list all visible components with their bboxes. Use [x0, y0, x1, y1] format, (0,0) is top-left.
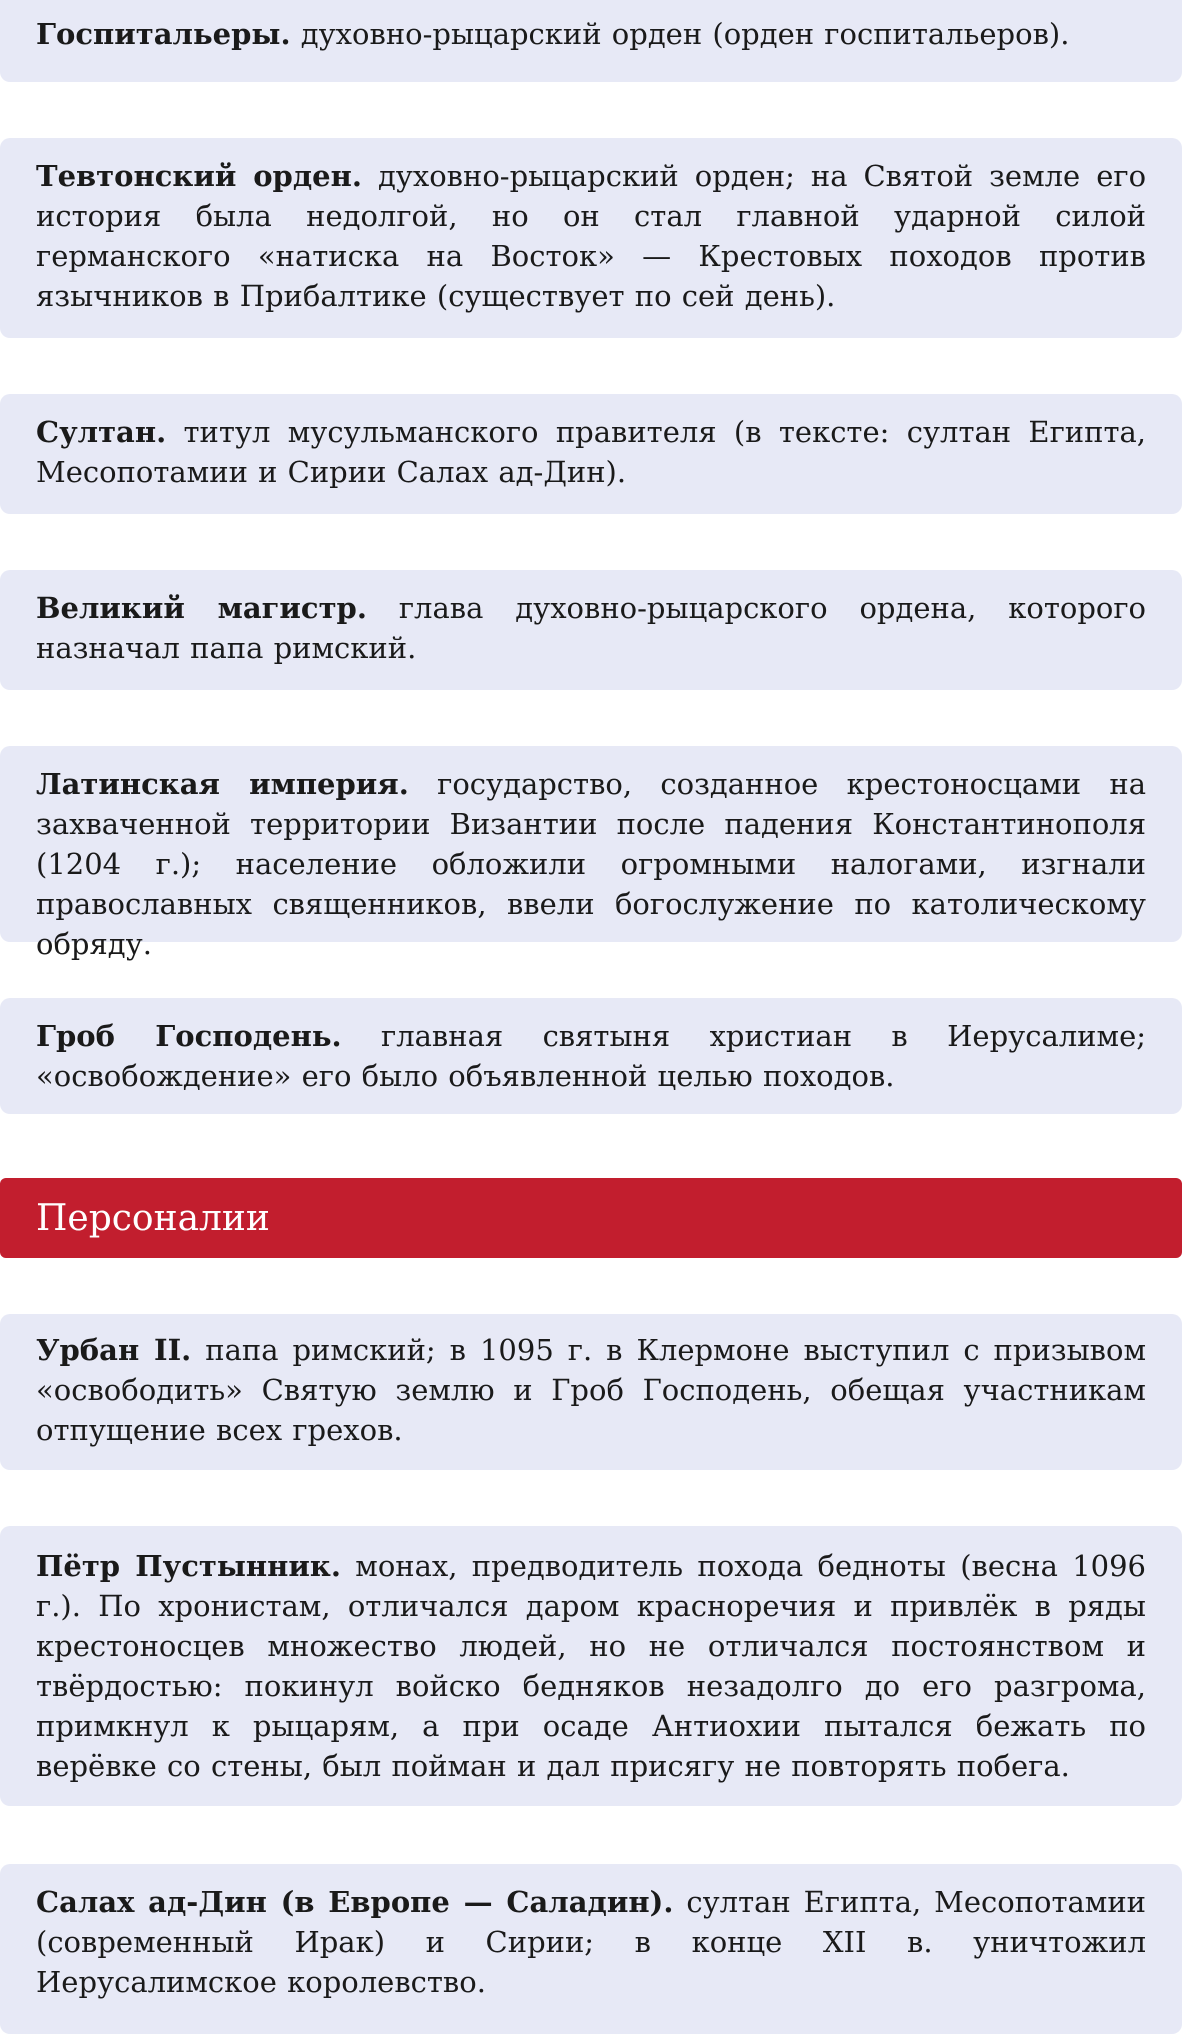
glossary-term: Гроб Господень.	[36, 1019, 342, 1053]
section-title: Персоналии	[36, 1197, 270, 1239]
person-name: Урбан II.	[36, 1333, 192, 1367]
glossary-card-holy-sepulchre	[0, 998, 1182, 1114]
person-card-saladin	[0, 1864, 1182, 2034]
glossary-card-hospitallers	[0, 0, 1182, 82]
glossary-term: Госпитальеры.	[36, 17, 291, 51]
glossary-card-grand-master	[0, 570, 1182, 690]
glossary-definition: государство, созданное крестоносцами на захваченной территории Византии после падения Константинополя (1204 г.); население обложили огромными налогами, изгнали православных священников, ввели богослужение по католическому обряду.	[36, 767, 1147, 961]
glossary-term: Великий магистр.	[36, 591, 367, 625]
glossary-definition: глава духовно-рыцарского ордена, которого назначал папа римский.	[36, 591, 1146, 665]
glossary-definition: духовно-рыцарский орден (орден госпитальеров).	[300, 17, 1070, 51]
glossary-entry	[36, 588, 1146, 668]
person-card-peter-the-hermit	[0, 1526, 1182, 1806]
person-name: Салах ад-Дин (в Европе — Саладин).	[36, 1885, 674, 1919]
section-header-personalities	[0, 1178, 1182, 1258]
person-entry	[36, 1546, 1146, 1786]
glossary-term: Султан.	[36, 415, 167, 449]
person-entry	[36, 1330, 1146, 1450]
person-description: султан Египта, Месопотамии (современный Ирак) и Сирии; в конце XII в. уничтожил Иерусалимское королевство.	[36, 1885, 1147, 1999]
person-description: монах, предводитель похода бедноты (весна 1096 г.). По хронистам, отличался даром красноречия и привлёк в ряды крестоносцев множество людей, но не отличался постоянством и твёрдостью: покинул войско бедняков незадолго до его разгрома, примкнул к рыцарям, а при осаде Антиохии пытался бежать по верёвке со стены, был пойман и дал присягу не повторять побега.	[36, 1549, 1147, 1783]
glossary-card-latin-empire	[0, 746, 1182, 961]
glossary-card-sultan	[0, 394, 1182, 514]
glossary-card-teutonic-order	[0, 138, 1182, 338]
glossary-term: Тевтонский орден.	[36, 159, 362, 193]
person-name: Пётр Пустынник.	[36, 1549, 341, 1583]
glossary-definition: духовно-рыцарский орден; на Святой земле его история была недолгой, но он стал главной ударной силой германского «натиска на Восток» — Крестовых походов против язычников в Прибалтике (существует по сей день).	[36, 159, 1147, 313]
glossary-entry	[36, 764, 1146, 964]
person-entry	[36, 1882, 1146, 2002]
glossary-entry	[36, 412, 1146, 492]
glossary-term: Латинская империя.	[36, 767, 409, 801]
glossary-definition: титул мусульманского правителя (в тексте: султан Египта, Месопотамии и Сирии Салах ад-Дин).	[36, 415, 1147, 489]
person-card-urban-ii	[0, 1314, 1182, 1470]
glossary-definition: главная святыня христиан в Иерусалиме; «освобождение» его было объявленной целью походов.	[36, 1019, 1146, 1093]
glossary-entry	[36, 156, 1146, 316]
glossary-entry	[36, 1016, 1146, 1096]
person-description: папа римский; в 1095 г. в Клермоне выступил с призывом «освободить» Святую землю и Гроб Господень, обещая участникам отпущение всех грехов.	[36, 1333, 1147, 1447]
glossary-entry	[36, 14, 1146, 54]
